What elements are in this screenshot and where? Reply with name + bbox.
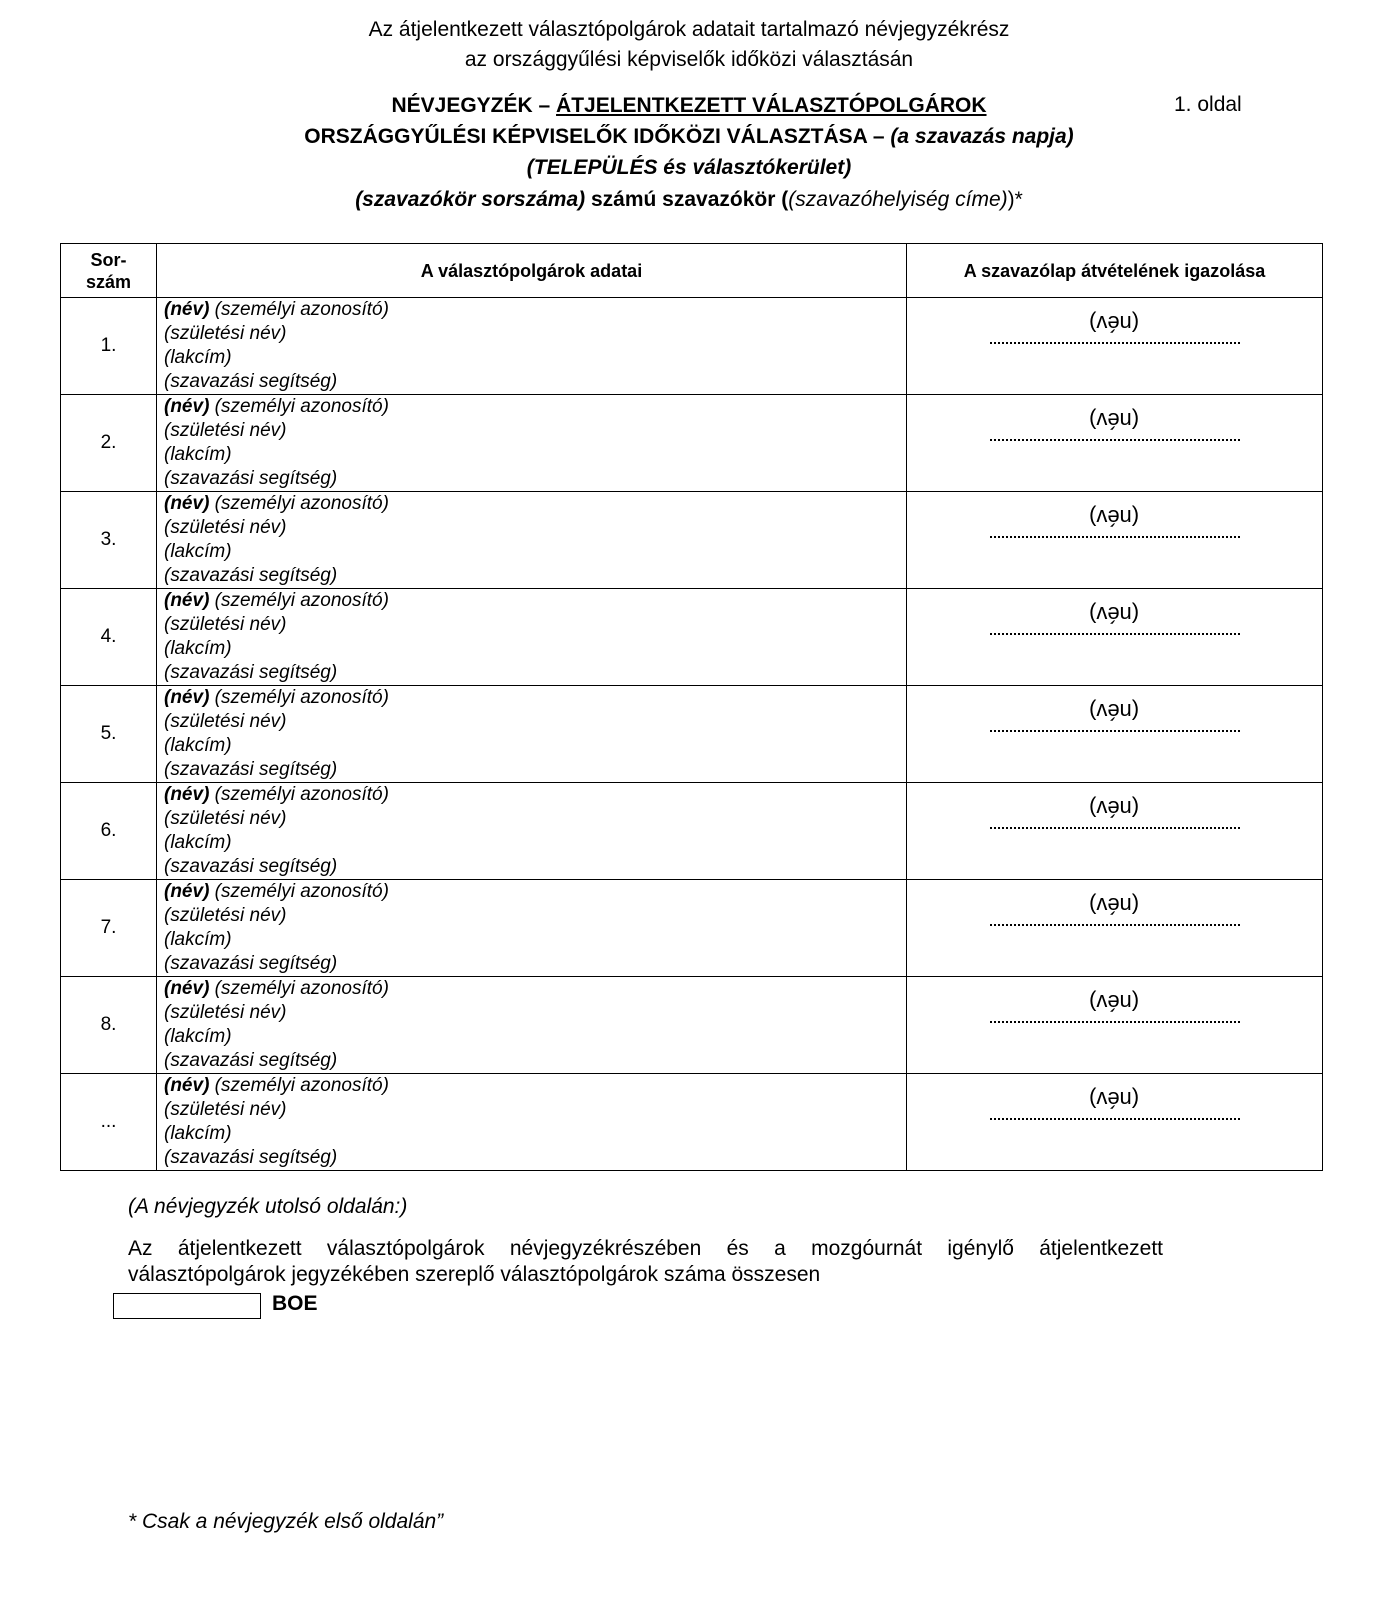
table-row (61, 589, 1323, 686)
signature-name-label: (név) (1089, 796, 1140, 821)
row-number: 4. (61, 589, 157, 686)
voter-name: (név) (164, 396, 210, 417)
table-row (61, 298, 1323, 395)
voter-name: (név) (164, 687, 210, 708)
signature-cell[interactable] (907, 977, 1323, 1074)
title-underlined: ÁTJELENTKEZETT VÁLASZTÓPOLGÁROK (556, 94, 987, 117)
footnote: * Csak a névjegyzék első oldalán” (128, 1510, 444, 1533)
row-number: 1. (61, 298, 157, 395)
signature-name-label: (név) (1089, 893, 1140, 918)
signature-cell[interactable] (907, 783, 1323, 880)
total-count-field[interactable] (113, 1293, 261, 1319)
signature-line (990, 336, 1240, 344)
last-page-note: (A névjegyzék utolsó oldalán:) (128, 1195, 408, 1218)
voter-data-cell (157, 686, 907, 783)
row-number: 2. (61, 395, 157, 492)
boe-label: BOE (272, 1292, 318, 1315)
table-row (61, 880, 1323, 977)
signature-line (990, 627, 1240, 635)
row-number: ... (61, 1074, 157, 1171)
voter-personal-id: (személyi azonosító) (209, 590, 389, 611)
voter-personal-id: (személyi azonosító) (209, 687, 389, 708)
title-line-1 (0, 90, 1378, 121)
voter-data-cell (157, 1074, 907, 1171)
row-number: 7. (61, 880, 157, 977)
voter-birth-name: (születési név) (164, 808, 287, 829)
polling-district-number: (szavazókör sorszáma) (355, 188, 586, 211)
signature-line (990, 1015, 1240, 1023)
voting-assistance: (szavazási segítség) (164, 1050, 338, 1071)
signature-line (990, 530, 1240, 538)
voter-personal-id: (személyi azonosító) (209, 784, 389, 805)
voter-data-cell (157, 395, 907, 492)
signature-name-label: (név) (1089, 1087, 1140, 1112)
signature-cell[interactable] (907, 1074, 1323, 1171)
col-serial-header: Sor- szám (61, 244, 157, 298)
table-row (61, 395, 1323, 492)
voter-personal-id: (személyi azonosító) (209, 493, 389, 514)
signature-name-label: (név) (1089, 408, 1140, 433)
table-row (61, 1074, 1323, 1171)
table-row (61, 977, 1323, 1074)
row-number: 5. (61, 686, 157, 783)
signature-line (990, 724, 1240, 732)
title-prefix: NÉVJEGYZÉK – (391, 94, 557, 117)
voter-name: (név) (164, 493, 210, 514)
voter-address: (lakcím) (164, 929, 232, 950)
signature-line (990, 821, 1240, 829)
voter-name: (név) (164, 784, 210, 805)
signature-cell[interactable] (907, 395, 1323, 492)
voter-address: (lakcím) (164, 1026, 232, 1047)
signature-line (990, 433, 1240, 441)
voting-assistance: (szavazási segítség) (164, 371, 338, 392)
table-row (61, 783, 1323, 880)
voter-personal-id: (személyi azonosító) (209, 978, 389, 999)
voter-name: (név) (164, 1075, 210, 1096)
voter-birth-name: (születési név) (164, 905, 287, 926)
polling-station-address: (szavazóhelyiség címe) (788, 188, 1008, 211)
signature-cell[interactable] (907, 880, 1323, 977)
voter-birth-name: (születési név) (164, 1099, 287, 1120)
title-end: )* (1007, 188, 1023, 211)
voting-date-placeholder: (a szavazás napja) (890, 125, 1074, 148)
total-voters-text: Az átjelentkezett választópolgárok névjegyzékrészében és a mozgóurnát igénylő átjelentkezett választópolgárok jegyzékében szereplő választópolgárok száma összesen (128, 1237, 1163, 1286)
table-row (61, 492, 1323, 589)
voter-address: (lakcím) (164, 541, 232, 562)
voter-personal-id: (személyi azonosító) (209, 881, 389, 902)
voter-birth-name: (születési név) (164, 614, 287, 635)
voter-name: (név) (164, 590, 210, 611)
title-line-4 (0, 184, 1378, 215)
signature-name-label: (név) (1089, 990, 1140, 1015)
table-header-row (61, 244, 1323, 298)
signature-name-label: (név) (1089, 602, 1140, 627)
voter-address: (lakcím) (164, 444, 232, 465)
table-row (61, 686, 1323, 783)
page-number: 1. oldal (1174, 93, 1242, 116)
voter-birth-name: (születési név) (164, 1002, 287, 1023)
col-voter-data-header: A választópolgárok adatai (157, 244, 907, 298)
voter-address: (lakcím) (164, 735, 232, 756)
voter-birth-name: (születési név) (164, 517, 287, 538)
voter-birth-name: (születési név) (164, 323, 287, 344)
signature-cell[interactable] (907, 298, 1323, 395)
voter-address: (lakcím) (164, 1123, 232, 1144)
voter-personal-id: (személyi azonosító) (209, 1075, 389, 1096)
voter-personal-id: (személyi azonosító) (209, 396, 389, 417)
signature-name-label: (név) (1089, 311, 1140, 336)
voter-address: (lakcím) (164, 347, 232, 368)
voter-name: (név) (164, 978, 210, 999)
voter-data-cell (157, 492, 907, 589)
row-number: 6. (61, 783, 157, 880)
voter-address: (lakcím) (164, 832, 232, 853)
register-table (60, 243, 1323, 1171)
voting-assistance: (szavazási segítség) (164, 565, 338, 586)
row-number: 8. (61, 977, 157, 1074)
row-number: 3. (61, 492, 157, 589)
col-receipt-header: A szavazólap átvételének igazolása (907, 244, 1323, 298)
voter-data-cell (157, 880, 907, 977)
signature-line (990, 918, 1240, 926)
election-title: ORSZÁGGYŰLÉSI KÉPVISELŐK IDŐKÖZI VÁLASZTÁSA – (304, 125, 891, 148)
signature-cell[interactable] (907, 686, 1323, 783)
voter-address: (lakcím) (164, 638, 232, 659)
voting-assistance: (szavazási segítség) (164, 759, 338, 780)
polling-district-label: számú szavazókör ( (585, 188, 789, 211)
voting-assistance: (szavazási segítség) (164, 856, 338, 877)
voter-personal-id: (személyi azonosító) (209, 299, 389, 320)
signature-name-label: (név) (1089, 505, 1140, 530)
voting-assistance: (szavazási segítség) (164, 468, 338, 489)
voting-assistance: (szavazási segítség) (164, 953, 338, 974)
signature-cell[interactable] (907, 589, 1323, 686)
settlement-placeholder: (TELEPÜLÉS és választókerület) (526, 156, 852, 179)
signature-cell[interactable] (907, 492, 1323, 589)
voting-assistance: (szavazási segítség) (164, 662, 338, 683)
voter-name: (név) (164, 881, 210, 902)
voter-name: (név) (164, 299, 210, 320)
voting-assistance: (szavazási segítség) (164, 1147, 338, 1168)
voter-data-cell (157, 783, 907, 880)
voter-birth-name: (születési név) (164, 711, 287, 732)
header-line-2: az országgyűlési képviselők időközi választásán (464, 48, 914, 71)
voter-data-cell (157, 977, 907, 1074)
voter-data-cell (157, 589, 907, 686)
voter-birth-name: (születési név) (164, 420, 287, 441)
header-line-1: Az átjelentkezett választópolgárok adatait tartalmazó névjegyzékrész (368, 18, 1010, 41)
title-line-2 (0, 121, 1378, 152)
signature-name-label: (név) (1089, 699, 1140, 724)
signature-line (990, 1112, 1240, 1120)
voter-data-cell (157, 298, 907, 395)
